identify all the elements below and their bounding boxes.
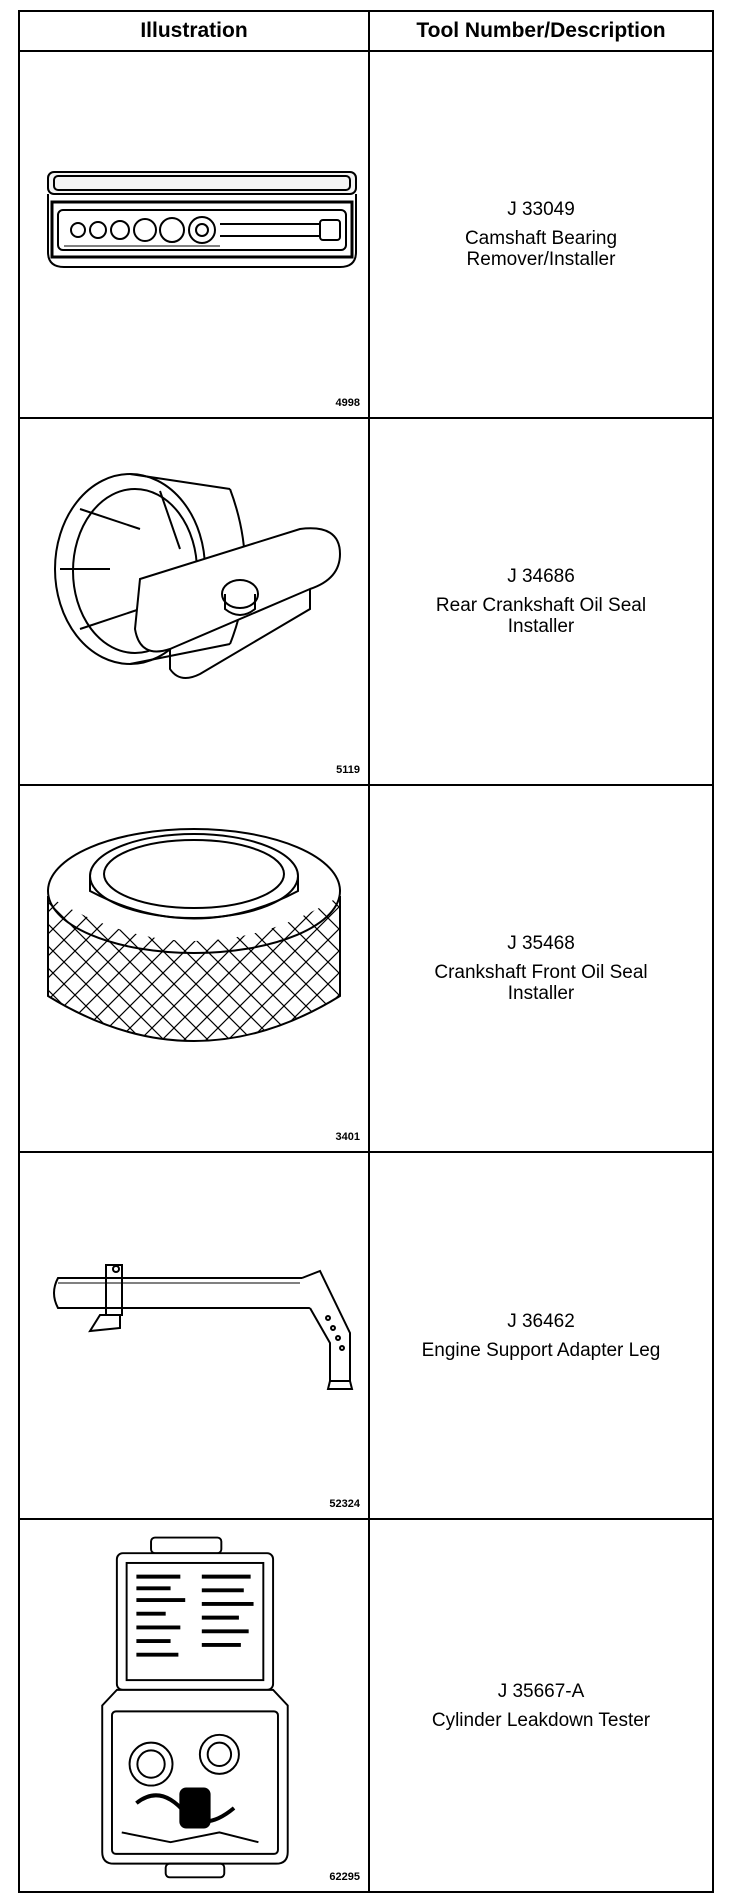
table-row [20, 786, 712, 1153]
illustration-cell [20, 1520, 370, 1891]
support-adapter-leg-icon [20, 1153, 368, 1518]
table-header [20, 12, 712, 52]
tool-number: J 34686 [507, 566, 575, 587]
tool-table [18, 10, 714, 1893]
figure-number: 4998 [335, 397, 360, 409]
leakdown-tester-case-icon [20, 1520, 368, 1891]
table-row [20, 52, 712, 419]
tool-description: Crankshaft Front Oil Seal Installer [434, 962, 648, 1004]
table-row [20, 1520, 712, 1891]
illustration-cell [20, 1153, 370, 1518]
tool-description: Engine Support Adapter Leg [421, 1339, 661, 1361]
description-cell [370, 419, 712, 784]
header-description: Tool Number/Description [416, 19, 666, 42]
illustration-cell [20, 419, 370, 784]
tool-number: J 36462 [507, 1310, 575, 1332]
front-seal-installer-icon [20, 786, 368, 1151]
description-cell [370, 1520, 712, 1891]
rear-seal-installer-icon [20, 419, 368, 784]
description-cell [370, 52, 712, 417]
table-row [20, 419, 712, 786]
tool-number: J 35468 [507, 933, 575, 954]
tool-number: J 35667-A [497, 1680, 585, 1702]
tool-description: Rear Crankshaft Oil Seal Installer [435, 595, 647, 637]
figure-number: 5119 [336, 764, 360, 776]
figure-number: 3401 [335, 1131, 360, 1143]
table-row [20, 1153, 712, 1520]
camshaft-bearing-kit-icon [20, 52, 368, 417]
illustration-cell [20, 786, 370, 1151]
figure-number: 52324 [329, 1498, 360, 1510]
figure-number: 62295 [329, 1871, 360, 1883]
description-cell [370, 786, 712, 1151]
illustration-cell [20, 52, 370, 417]
header-illustration: Illustration [20, 12, 370, 50]
tool-description: Camshaft Bearing Remover/Installer [464, 228, 618, 270]
tool-number: J 33049 [507, 199, 575, 220]
description-cell [370, 1153, 712, 1518]
tool-description: Cylinder Leakdown Tester [431, 1709, 651, 1731]
